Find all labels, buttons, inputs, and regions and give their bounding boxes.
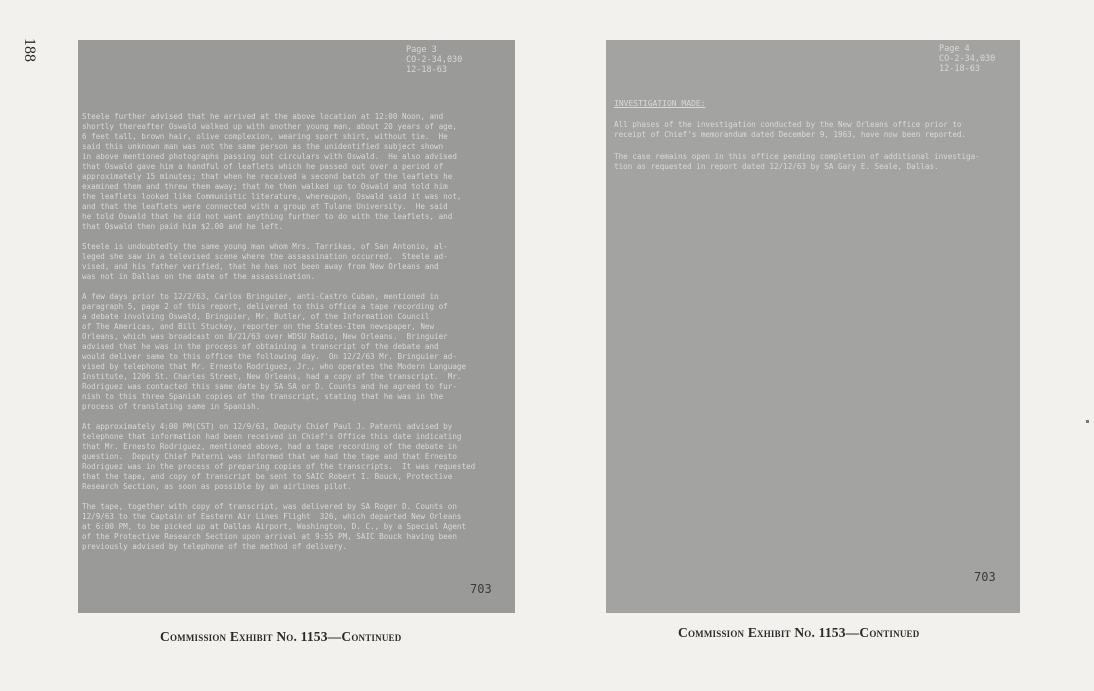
left-page-number: 703: [470, 582, 492, 596]
right-document-page: [606, 40, 1020, 613]
left-header-page: Page 3: [406, 45, 437, 55]
book-page-number: 188: [21, 38, 38, 62]
scan-mark: [1086, 420, 1089, 423]
left-page-header: [406, 45, 462, 75]
right-paragraph-1: All phases of the investigation conducted by the New Orleans office prior to receipt of Chief's memorandum dated December 9, 1963, have now been reported.: [614, 120, 967, 139]
left-page-body: Steele further advised that he arrived at the above location at 12:00 Noon, and shortly thereafter Oswald walked up with another young man, about 20 years of age, 6 feet tall, brown hair, olive complexion, wearing sport shirt, without tie. He said this unknown man was not the same person as the unidentified subject shown in above mentioned photographs passing out circulars with Oswald. He also advised that Oswald gave him a handful of leaflets which he passed out over a period of approximately 15 minutes; that when he received a second batch of the leaflets he examined them and threw them away; that he then walked up to Oswald and told him the leaflets looked like Communistic literature, whereupon, Oswald said it was not, and that the leaflets were connected with a group at Tulane University. He said he told Oswald that he did not want anything further to do with the leaflets, and that Oswald then paid him $2.00 and he left. Steele is undoubtedly the same young man whom Mrs. Tarrikas, of San Antonio, al- leged she saw in a televised scene where the assassination occurred. Steele ad- vised, and his father verified, that he has not been away from New Orleans and was not in Dallas on the date of the assassination. A few days prior to 12/2/63, Carlos Bringuier, anti-Castro Cuban, mentioned in paragraph 5, page 2 of this report, delivered to this office a tape recording of a debate involving Oswald, Bringuier, Mr. Butler, of the Information Council of The Americas, and Bill Stuckey, reporter on the States-Item newspaper, New Orleans, which was broadcast on 8/21/63 over WDSU Radio, New Orleans. Bringuier advised that he was in the process of obtaining a transcript of the debate and would deliver same to this office the following day. On 12/2/63 Mr. Bringuier ad- vised by telephone that Mr. Ernesto Rodriguez, Jr., who operates the Modern Language Institute, 1206 St. Charles Street, New Orleans, had a copy of the transcript. Mr. Rodriguez was contacted this same date by SA SA or D. Counts and he agreed to fur- nish to this three Spanish copies of the transcript, stating that he was in the process of translating same in Spanish. At approximately 4:00 PM(CST) on 12/9/63, Deputy Chief Paul J. Paterni advised by telephone that information had been received in Chief's Office this date indicating that Mr. Ernesto Rodriguez, mentioned above, had a tape recording of the debate in question. Deputy Chief Paterni was informed that we had the tape and that Ernesto Rodriguez was in the process of preparing copies of the transcripts. It was requested that the tape, and copy of transcript be sent to SAIC Robert I. Bouck, Protective Research Section, as soon as possible by an airlines pilot. The tape, together with copy of transcript, was delivered by SA Roger D. Counts on 12/9/63 to the Captain of Eastern Air Lines Flight 326, which departed New Orleans at 6:00 PM, to be picked up at Dallas Airport, Washington, D. C., by a Special Agent of the Protective Research Section upon arrival at 9:55 PM, SAIC Bouck having been previously advised by telephone of the method of delivery.: [82, 112, 476, 551]
right-page-number: 703: [974, 570, 996, 584]
left-exhibit-caption: Commission Exhibit No. 1153—Continued: [160, 629, 402, 644]
right-header-date: 12-18-63: [939, 64, 980, 74]
left-document-page: [78, 40, 515, 613]
left-header-date: 12-18-63: [406, 65, 447, 75]
right-header-page: Page 4: [939, 44, 970, 54]
right-exhibit-caption: Commission Exhibit No. 1153—Continued: [678, 625, 920, 640]
left-header-file-number: CO-2-34,030: [406, 55, 463, 65]
right-header-file-number: CO-2-34,030: [939, 54, 996, 64]
section-title: INVESTIGATION MADE:: [614, 99, 706, 108]
right-paragraph-2: The case remains open in this office pending completion of additional investiga- tion as requested in report dated 12/12/63 by SA Gary E. Seale, Dallas.: [614, 152, 980, 171]
right-page-header: [939, 44, 995, 74]
